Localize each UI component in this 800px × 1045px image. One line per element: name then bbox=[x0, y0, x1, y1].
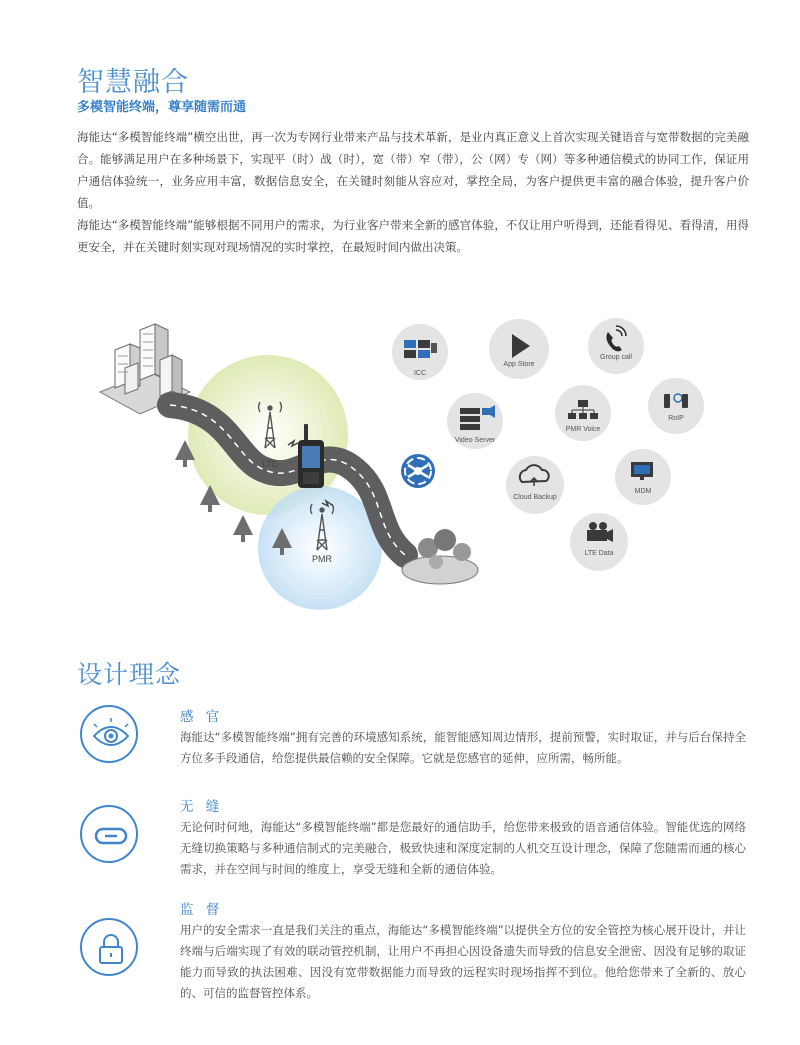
service-bubble-video-server bbox=[447, 393, 503, 449]
feature-text: 无论何时何地，海能达“多模智能终端”都是您最好的通信助手，给您带来极致的语音通信体验。智能优选的网络无缝切换策略与多种通信制式的完美融合，极致快速和深度定制的人机交互设计理念，保障了您随需而通的核心需求，并在空间与时间的维度上，享受无缝和全新的通信体验。 bbox=[180, 820, 746, 876]
service-bubble-group-call bbox=[588, 318, 644, 374]
service-bubble-app-store bbox=[489, 319, 549, 379]
service-bubble-mdm bbox=[615, 449, 671, 505]
section-title-design: 设计理念 bbox=[77, 660, 182, 689]
pmr-label: PMR bbox=[312, 554, 332, 564]
feature-title: 监 督 bbox=[180, 902, 224, 918]
feature-title: 感 官 bbox=[180, 709, 224, 725]
service-label: ICC bbox=[413, 370, 427, 377]
section-subtitle: 多模智能终端，尊享随需而通 bbox=[77, 100, 247, 115]
service-label: MDM bbox=[634, 488, 652, 495]
intro-paragraph-1: 海能达“多模智能终端”横空出世，再一次为专网行业带来产品与技术革新，是业内真正意义上首次实现关键语音与宽带数据的完美融合。能够满足用户在多种场景下，实现平（时）战（时），宽（带）窄（带），公（网）专（网）等多种通信模式的协同工作，保证用户通信体验统一，业务应用丰富，数据信息安全，在关键时刻能从容应对，掌控全局，为客户提供更丰富的融合体验，提升客户价值。 bbox=[77, 130, 749, 210]
service-label: App Store bbox=[503, 361, 535, 368]
section-title-fusion: 智慧融合 bbox=[77, 67, 189, 98]
service-label: Video Server bbox=[454, 437, 496, 444]
service-bubble-roip bbox=[648, 378, 704, 434]
service-bubble-lte-data bbox=[570, 513, 628, 571]
lte-label: LTE bbox=[262, 459, 278, 469]
service-label: PMR Voice bbox=[565, 426, 601, 433]
lock-icon bbox=[80, 918, 138, 976]
service-bubble-cloud-backup bbox=[506, 456, 564, 514]
sync-logo-icon bbox=[401, 454, 435, 488]
service-label: RoIP bbox=[668, 415, 684, 422]
service-bubble-icc bbox=[392, 324, 448, 380]
feature-title: 无 缝 bbox=[180, 799, 224, 815]
service-label: Group call bbox=[600, 354, 632, 361]
eye-icon bbox=[80, 705, 138, 763]
service-label: LTE Data bbox=[584, 550, 614, 557]
network-diagram bbox=[0, 300, 800, 620]
link-icon bbox=[80, 805, 138, 863]
feature-text: 海能达“多模智能终端”拥有完善的环境感知系统，能智能感知周边情形，提前预警，实时取证，并与后台保持全方位多手段通信，给您提供最信赖的安全保障。它就是您感官的延伸，应所需，畅所能。 bbox=[180, 730, 746, 765]
service-label: Cloud Backup bbox=[513, 494, 557, 501]
intro-paragraph-2: 海能达“多模智能终端”能够根据不同用户的需求，为行业客户带来全新的感官体验，不仅让用户听得到，还能看得见、看得清，用得更安全，并在关键时刻实现对现场情况的实时掌控，在最短时间内做出决策。 bbox=[77, 218, 749, 254]
feature-text: 用户的安全需求一直是我们关注的重点，海能达“多模智能终端”以提供全方位的安全管控为核心展开设计，并让终端与后端实现了有效的联动管控机制，让用户不再担心因设备遗失而导致的信息安全泄密、因没有足够的取证能力而导致的执法困难、因没有宽带数据能力而导致的远程实时现场指挥不到位。他给您带来了全新的、放心的、可信的监督管控体系。 bbox=[180, 923, 746, 1000]
service-bubble-pmr-voice bbox=[555, 385, 611, 441]
